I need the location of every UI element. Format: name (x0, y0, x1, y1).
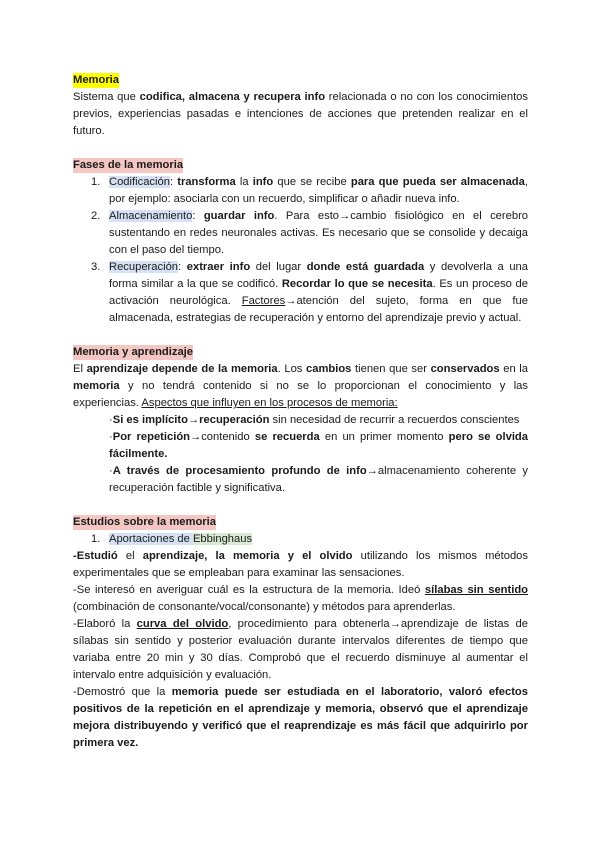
term-codificacion: Codificación (109, 176, 170, 188)
heading-estudios: Estudios sobre la memoria (73, 516, 216, 528)
list-item-ebbinghaus: 1. Aportaciones de Ebbinghaus (91, 533, 253, 545)
memoria-definition: Sistema que codifica, almacena y recupera info relacionada o no con los conocimientos previos, experiencias pasadas e intenciones de acciones que pretenden realizar en el futuro. (73, 91, 528, 137)
section-estudios (73, 514, 528, 752)
term-almacenamiento: Almacenamiento (109, 210, 193, 222)
ebbinghaus-point-4: -Demostró que la memoria puede ser estudiada en el laboratorio, valoró efectos positivos de la repetición en el aprendizaje y memoria, observó que el aprendizaje mejora distribuyendo y verificó que el reaprendizaje es más fácil que adquirirlo por primera vez. (73, 686, 528, 749)
ebbinghaus-point-2: -Se interesó en averiguar cuál es la estructura de la memoria. Ideó sílabas sin sentido (combinación de consonante/vocal/consonante) y métodos para aprenderlas. (73, 584, 528, 613)
aspect-procesamiento: ·A través de procesamiento profundo de info→almacenamiento coherente y recuperación factible y significativa. (109, 465, 528, 494)
section-memoria (73, 72, 528, 140)
term-recuperacion: Recuperación (109, 261, 179, 273)
list-item-recuperacion: 3. Recuperación: extraer info del lugar donde está guardada y devolverla a una forma similar a la que se codificó. Recordar lo que se necesita. Es un proceso de activación neurológica. Factores→atención del sujeto, forma en que fue almacenada, estrategias de recuperación y entorno del aprendizaje previo y actual. (91, 261, 528, 324)
list-item-almacenamiento: 2. Almacenamiento: guardar info. Para esto→cambio fisiológico en el cerebro sustentando en redes neuronales activas. Es necesario que se consolide y decaiga con el paso del tiempo. (91, 210, 529, 256)
fases-list (73, 174, 528, 327)
ebbinghaus-point-3: -Elaboró la curva del olvido, procedimiento para obtenerla→aprendizaje de listas de sílabas sin sentido y posterior evaluación durante intervalos diferentes de tiempo que variaba entre 20 min y 30 días. Comprobó que el recuerdo disminuye al aumentar el intervalo entre adquisición y evaluación. (73, 618, 528, 681)
ebbinghaus-point-1: -Estudió el aprendizaje, la memoria y el olvido utilizando los mismos métodos experimentales que se empleaban para examinar las sensaciones. (73, 550, 528, 579)
aspect-implicito: ·Si es implícito→recuperación sin necesidad de recurrir a recuerdos conscientes (109, 414, 520, 426)
list-item-codificacion: 1. Codificación: transforma la info que se recibe para que pueda ser almacenada, por ejemplo: asociarla con un recuerdo, simplificar o añadir nueva info. (91, 176, 528, 205)
aprendizaje-paragraph: El aprendizaje depende de la memoria. Los cambios tienen que ser conservados en la memoria y no tendrá contenido si no se lo proporcionan el conocimiento y las experiencias. Aspectos que influyen en los procesos de memoria: (73, 363, 528, 409)
heading-aprendizaje: Memoria y aprendizaje (73, 346, 193, 358)
name-ebbinghaus: Ebbinghaus (192, 533, 253, 545)
section-aprendizaje (73, 344, 528, 497)
document-content (73, 72, 528, 752)
section-fases (73, 157, 528, 327)
aspect-repeticion: ·Por repetición→contenido se recuerda en un primer momento pero se olvida fácilmente. (109, 431, 528, 460)
estudios-list (73, 531, 528, 548)
heading-fases: Fases de la memoria (73, 159, 184, 171)
heading-memoria: Memoria (73, 74, 120, 86)
